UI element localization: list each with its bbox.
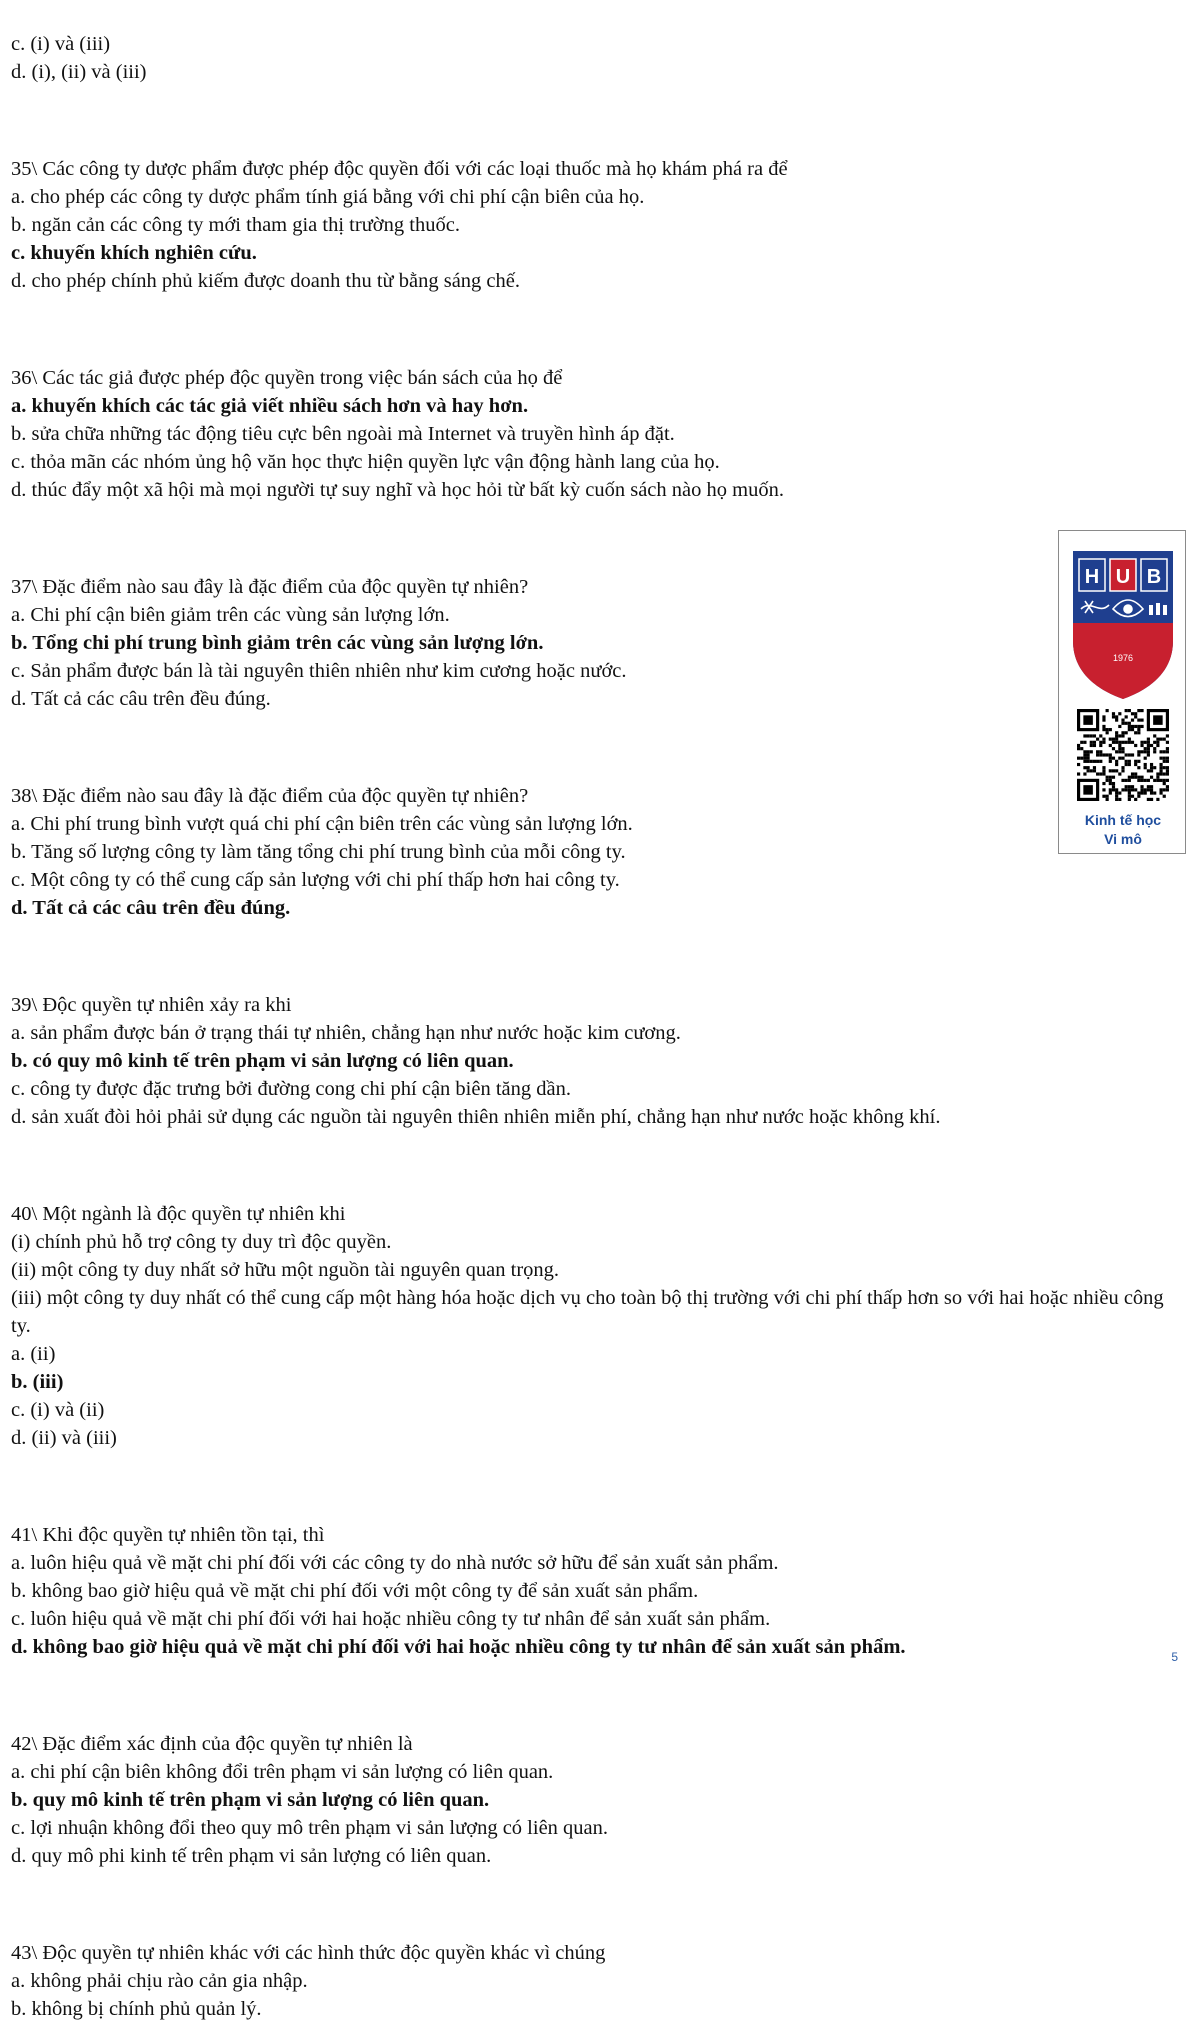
text-line: a. Chi phí cận biên giảm trên các vùng sản lượng lớn. bbox=[11, 604, 450, 626]
page-number: 5 bbox=[1171, 1650, 1178, 1664]
logo-letter-u: U bbox=[1115, 566, 1131, 588]
logo-letter-h: H bbox=[1084, 566, 1100, 588]
text-line: c. Một công ty có thể cung cấp sản lượng với chi phí thấp hơn hai công ty. bbox=[11, 869, 620, 891]
text-line: b. sửa chữa những tác động tiêu cực bên ngoài mà Internet và truyền hình áp đặt. bbox=[11, 423, 675, 445]
text-line: 39\ Độc quyền tự nhiên xảy ra khi bbox=[11, 994, 292, 1016]
text-line: a. luôn hiệu quả về mặt chi phí đối với các công ty do nhà nước sở hữu để sản xuất sản phẩm. bbox=[11, 1552, 779, 1574]
answer-line-correct: b. quy mô kinh tế trên phạm vi sản lượng có liên quan. bbox=[11, 1789, 490, 1811]
paragraph-gap bbox=[11, 107, 1176, 135]
text-line: a. chi phí cận biên không đổi trên phạm vi sản lượng có liên quan. bbox=[11, 1761, 554, 1783]
text-line: d. sản xuất đòi hỏi phải sử dụng các nguồn tài nguyên thiên nhiên miễn phí, chẳng hạn như nước hoặc không khí. bbox=[11, 1106, 941, 1128]
hub-logo-card bbox=[1058, 530, 1186, 854]
text-line: c. luôn hiệu quả về mặt chi phí đối với hai hoặc nhiều công ty tư nhân để sản xuất sản phẩm. bbox=[11, 1608, 771, 1630]
qr-code bbox=[1077, 709, 1169, 801]
text-line: 38\ Đặc điểm nào sau đây là đặc điểm của độc quyền tự nhiên? bbox=[11, 785, 529, 807]
text-line: c. công ty được đặc trưng bởi đường cong chi phí cận biên tăng dần. bbox=[11, 1078, 571, 1100]
text-line: a. không phải chịu rào cản gia nhập. bbox=[11, 1970, 308, 1992]
document-body bbox=[11, 30, 1176, 2023]
answer-line-correct: b. Tổng chi phí trung bình giảm trên các vùng sản lượng lớn. bbox=[11, 632, 544, 654]
paragraph-gap bbox=[11, 1891, 1176, 1919]
text-line: 37\ Đặc điểm nào sau đây là đặc điểm của độc quyền tự nhiên? bbox=[11, 576, 529, 598]
text-line: c. (i) và (ii) bbox=[11, 1399, 105, 1421]
logo-letter-b: B bbox=[1146, 566, 1162, 588]
text-line: a. cho phép các công ty dược phẩm tính giá bằng với chi phí cận biên của họ. bbox=[11, 186, 645, 208]
text-line: d. (ii) và (iii) bbox=[11, 1427, 117, 1449]
hub-caption-line1: Kinh tế học bbox=[1084, 812, 1162, 828]
paragraph-gap bbox=[11, 1473, 1176, 1501]
paragraph-gap bbox=[11, 943, 1176, 971]
text-line: c. Sản phẩm được bán là tài nguyên thiên nhiên như kim cương hoặc nước. bbox=[11, 660, 627, 682]
text-line: b. ngăn cản các công ty mới tham gia thị trường thuốc. bbox=[11, 214, 460, 236]
hub-shield-logo bbox=[1071, 549, 1175, 701]
paragraph-gap bbox=[11, 525, 1176, 553]
text-line: b. không bao giờ hiệu quả về mặt chi phí đối với một công ty để sản xuất sản phẩm. bbox=[11, 1580, 699, 1602]
answer-line-correct: d. Tất cả các câu trên đều đúng. bbox=[11, 897, 291, 919]
paragraph-gap bbox=[11, 734, 1176, 762]
text-line: d. quy mô phi kinh tế trên phạm vi sản lượng có liên quan. bbox=[11, 1845, 492, 1867]
logo-year: 1976 bbox=[1112, 653, 1134, 663]
text-line: (i) chính phủ hỗ trợ công ty duy trì độc quyền. bbox=[11, 1231, 392, 1253]
text-line: a. sản phẩm được bán ở trạng thái tự nhiên, chẳng hạn như nước hoặc kim cương. bbox=[11, 1022, 681, 1044]
text-line: d. (i), (ii) và (iii) bbox=[11, 61, 147, 83]
text-line: d. thúc đẩy một xã hội mà mọi người tự suy nghĩ và học hỏi từ bất kỳ cuốn sách nào họ muốn. bbox=[11, 479, 784, 501]
text-line: c. lợi nhuận không đổi theo quy mô trên phạm vi sản lượng có liên quan. bbox=[11, 1817, 609, 1839]
text-line: 40\ Một ngành là độc quyền tự nhiên khi bbox=[11, 1203, 346, 1225]
text-line: c. thỏa mãn các nhóm ủng hộ văn học thực hiện quyền lực vận động hành lang của họ. bbox=[11, 451, 720, 473]
answer-line-correct: b. có quy mô kinh tế trên phạm vi sản lượng có liên quan. bbox=[11, 1050, 514, 1072]
hub-caption-line2: Vi mô bbox=[1104, 831, 1142, 847]
text-line: 41\ Khi độc quyền tự nhiên tồn tại, thì bbox=[11, 1524, 325, 1546]
text-line: 36\ Các tác giả được phép độc quyền trong việc bán sách của họ để bbox=[11, 367, 563, 389]
answer-line-correct: d. không bao giờ hiệu quả về mặt chi phí đối với hai hoặc nhiều công ty tư nhân để sản xuất sản phẩm. bbox=[11, 1636, 906, 1658]
text-line: 35\ Các công ty dược phẩm được phép độc quyền đối với các loại thuốc mà họ khám phá ra để bbox=[11, 158, 788, 180]
paragraph-gap bbox=[11, 1152, 1176, 1180]
text-line: d. Tất cả các câu trên đều đúng. bbox=[11, 688, 271, 710]
paragraph-gap bbox=[11, 1682, 1176, 1710]
text-line: 42\ Đặc điểm xác định của độc quyền tự nhiên là bbox=[11, 1733, 413, 1755]
text-line: c. (i) và (iii) bbox=[11, 33, 111, 55]
answer-line-correct: c. khuyến khích nghiên cứu. bbox=[11, 242, 257, 264]
text-line: (iii) một công ty duy nhất có thể cung cấp một hàng hóa hoặc dịch vụ cho toàn bộ thị trường với chi phí thấp hơn so với hai hoặc nhiều công ty. bbox=[11, 1287, 1164, 1337]
text-line: b. không bị chính phủ quản lý. bbox=[11, 1998, 262, 2020]
text-line: 43\ Độc quyền tự nhiên khác với các hình thức độc quyền khác vì chúng bbox=[11, 1942, 606, 1964]
text-line: a. Chi phí trung bình vượt quá chi phí cận biên trên các vùng sản lượng lớn. bbox=[11, 813, 633, 835]
text-line: a. (ii) bbox=[11, 1343, 56, 1365]
text-line: (ii) một công ty duy nhất sở hữu một nguồn tài nguyên quan trọng. bbox=[11, 1259, 560, 1281]
answer-line-correct: a. khuyến khích các tác giả viết nhiều sách hơn và hay hơn. bbox=[11, 395, 529, 417]
text-line: d. cho phép chính phủ kiếm được doanh thu từ bằng sáng chế. bbox=[11, 270, 521, 292]
text-line: b. Tăng số lượng công ty làm tăng tổng chi phí trung bình của mỗi công ty. bbox=[11, 841, 626, 863]
answer-line-correct: b. (iii) bbox=[11, 1371, 64, 1393]
paragraph-gap bbox=[11, 316, 1176, 344]
